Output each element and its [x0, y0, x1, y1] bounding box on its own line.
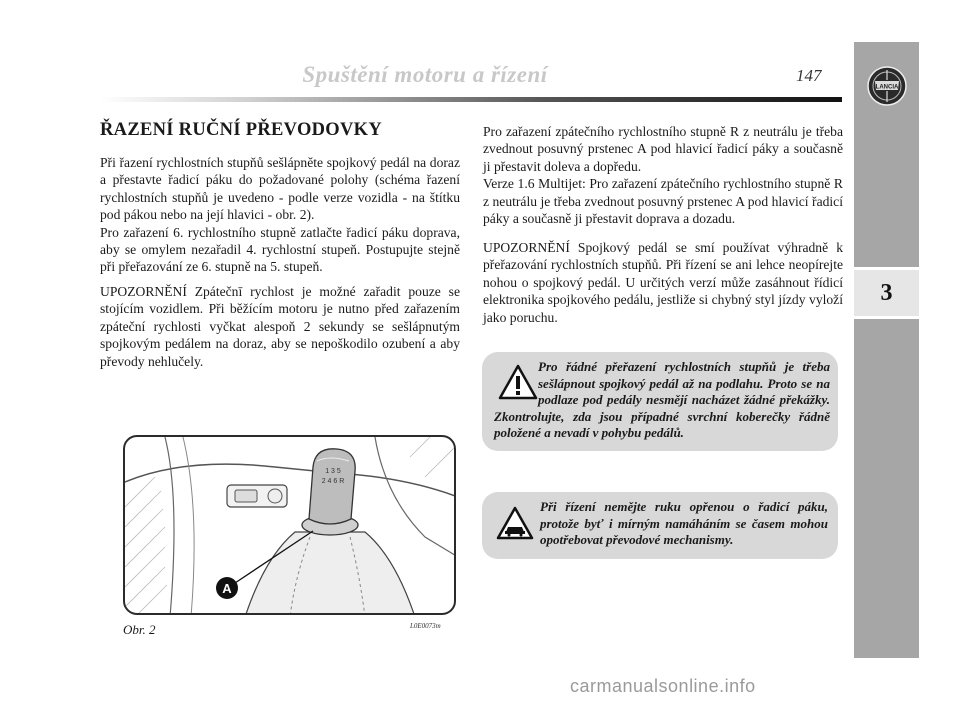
label-a: A: [222, 581, 232, 596]
sidebar-block-bottom: [854, 319, 919, 658]
chapter-number: 3: [880, 280, 893, 306]
warning-box-hand-on-lever: [482, 492, 838, 559]
car-caution-triangle-icon: [496, 506, 534, 540]
section-heading: ŘAZENÍ RUČNÍ PŘEVODOVKY: [100, 120, 382, 140]
figure-code: L0E0073m: [410, 622, 441, 630]
gear-lever-illustration: [125, 437, 456, 615]
watermark: carmanualsonline.info: [570, 676, 756, 696]
page-number: 147: [796, 66, 822, 85]
svg-text:LANCIA: LANCIA: [875, 84, 899, 91]
right-notice-text: UPOZORNĚNÍ Spojkový pedál se smí používat výhradně k přeřazování rychlostních stupňů. Při řízení se ani lehce neopírejte nohou o spojkový pedál. U určitých verzí může zasáhnout řídicí elektronika spojkového pedálu, jestliže si chybný styl jízdy vyloží jako poruchu.: [483, 240, 843, 325]
left-paragraph-1a: Při řazení rychlostních stupňů sešlápněte spojkový pedál na doraz a přestavte řadicí páku do požadované polohy (schéma řazení rychlostních stupňů je uvedeno - podle verze vozidla - na štítku pod pákou nebo na její hlavici - obr. 2).: [100, 155, 460, 223]
header-rule: [100, 97, 842, 102]
left-paragraph-1: [100, 154, 460, 276]
right-paragraph-1: [483, 123, 843, 227]
svg-text:2 4 6 R: 2 4 6 R: [321, 478, 345, 485]
left-notice-text: UPOZORNĚNÍ Zpátečnī rychlost je možné zařadit pouze se stojícím vozidlem. Při běžícím motoru je nutno před zařazením zpáteční rychlosti vyčkat alespoň 2 sekundy se sešlápnutým spojkovým pedálem na doraz, aby se nepoškodilo ozubení a aby převody nehlučely.: [100, 284, 460, 369]
right-paragraph-1a: Pro zařazení zpátečního rychlostního stupně R z neutrálu je třeba zvednout posuvný prstenec A pod hlavicí řadicí páky a současně ji přestavit doleva a dopředu.: [483, 124, 843, 174]
right-paragraph-2: [483, 239, 843, 326]
knob-gear-pattern: 1 3 5: [325, 468, 341, 475]
left-paragraph-2: [100, 283, 460, 370]
warning-text-pedal: [494, 359, 830, 442]
lancia-logo-icon: [866, 64, 908, 114]
left-paragraph-1b: Pro zařazení 6. rychlostního stupně zatlačte řadicí páku doprava, aby se omylem nezařadil 4. rychlostní stupeň. Postupujte stejně při přeřazování ze 6. stupně na 5. stupeň.: [100, 224, 460, 275]
chapter-sidebar: [854, 42, 919, 658]
warning-text-hand: Při řízení nemějte ruku opřenou o řadicí páku, protože byť i mírným namáháním se časem mohou opotřebovat převodové mechanismy.: [540, 499, 828, 547]
warning-box-pedal: [482, 352, 838, 451]
figure-caption: Obr. 2: [123, 622, 156, 637]
warning-1-body: Pro řádné přeřazení rychlostních stupňů je třeba sešlápnout spojkový pedál až na podlahu. Proto se na podlaze pod pedály nesmějí nacházet žádné překážky. Zkontrolujte, zda jsou případné svrchní koberečky řádně položené a nevadí v pohybu pedálů.: [494, 359, 830, 440]
gear-lever-figure: [123, 435, 456, 615]
right-paragraph-1b: Verze 1.6 Multijet: Pro zařazení zpátečního rychlostního stupně R z neutrálu je třeba zvednout posuvný prstenec A pod hlavicí řadicí páky a současně ji přestavit doprava a dozadu.: [483, 176, 843, 227]
page-header-title: Spuštění motoru a řízení: [302, 62, 548, 87]
